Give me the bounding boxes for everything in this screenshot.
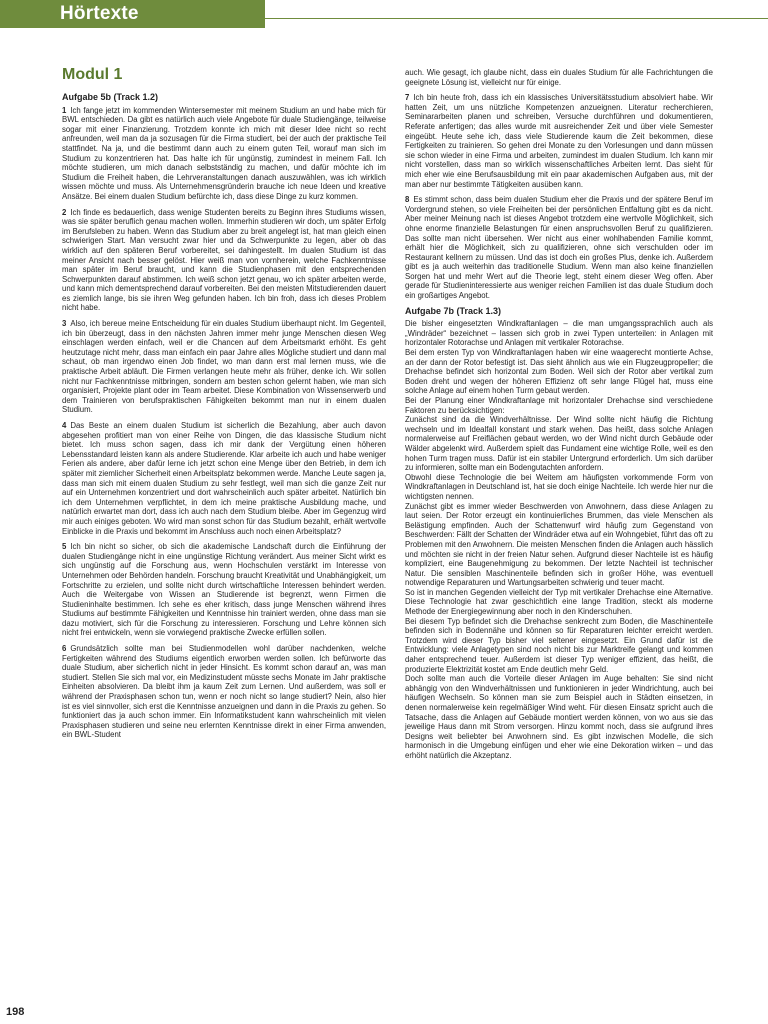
paragraph-number: 4: [62, 421, 67, 430]
paragraph: [62, 208, 386, 314]
paragraph-text: Es stimmt schon, dass beim dualen Studium eher die Praxis und der spätere Beruf im Vordergrund stehen, so viele Freiheiten bei der persönlichen Entfaltung gibt es da nicht. Aber meiner Meinung nach ist dieses Angebot trotzdem eine wertvolle Möglichkeit, sich ohne enorme finanzielle Belastungen für einen anspruchsvollen Beruf zu qualifizieren. Das sollte man nicht übersehen. Wer nicht aus einer wohlhabenden Familie kommt, erhält hier die Möglichkeit, sich zu qualifizieren, ohne sich verschulden oder im Restaurant kellnern zu müssen. Und das ist doch ein großes Plus, denke ich. Außerdem gibt es ja auch weiterhin das traditionelle Studium. Wenn man also keine finanziellen Sorgen hat und mehr Wert auf die Theorie legt, steht einem dieser Weg offen. Aber gerade für Studieninteressierte aus weniger reichen Familien ist das duale Studium doch ein großartiges Angebot.: [405, 195, 713, 301]
paragraph-text: Ich bin nicht so sicher, ob sich die akademische Landschaft durch die Einführung der dualen Studiengänge nicht in eine ungünstige Richtung verändert. Aus meiner Sicht wirkt es sich ungünstig auf die Forschung aus, wenn Hochschulen verstärkt im Interesse von Unternehmen oder Behörden handeln. Forschung braucht Kreativität und Unabhängigkeit, um Fortschritte zu erzielen, und sollte nicht durch wirtschaftliche Interessen behindert werden. Auch die Weitergabe von Wissen an Studierende ist begrenzt, wenn Firmen die Studieninhalte bestimmen. Ich sehe es eher kritisch, dass junge Menschen während ihres Studiums auf bestimmte Fähigkeiten und Kenntnisse hin trainiert werden, ohne dass man sie dazu motiviert, sich für die Forschung zu interessieren. Forschung und Lehre können sich nicht frei entwickeln, wenn sie vorwiegend praktische Zwecke erfüllen sollen.: [62, 542, 386, 638]
paragraph-text: Das Beste an einem dualen Studium ist sicherlich die Bezahlung, aber auch davon abgesehen profitiert man von einer Reihe von Dingen, die das klassische Studium nicht bietet. Ich muss schon sagen, dass ich mir dank der Vergütung einen höheren Lebensstandard leisten kann als andere Studierende. Klar arbeite ich auch und habe weniger Ferien als andere, aber dafür lerne ich jetzt schon eine Menge über den Betrieb, in dem ich später mit ziemlicher Sicherheit einen Arbeitsplatz bekommen werde. Manche Leute sagen ja, dass man sich mit einem dualen Studium zu sehr festlegt, weil man sich die ganze Zeit nur auf ein Unternehmen konzentriert und dort wahrscheinlich auch später arbeitet. Natürlich bin ich dem Unternehmen verpflichtet, in dem ich meine praktische Ausbildung mache, und natürlich erwartet man dort, dass ich auch nach dem Studium bleibe. Aber im Gegenzug wird mir auch einiges geboten. Wo wird man sonst schon für das Studium bezahlt, erhält wertvolle Einblicke in die Praxis und bekommt im Anschluss auch noch einen Arbeitsplatz?: [62, 421, 386, 536]
paragraph-text: Ich fange jetzt im kommenden Wintersemester mit meinem Studium an und habe mich für BWL entschieden. Da gibt es natürlich auch viele Angebote für duale Studiengänge, teilweise sogar mit einer Finanzierung. Trotzdem konnte ich mich mit dieser Idee nicht so recht anfreunden, weil man da ja sozusagen für die Firma studiert, bei der auch der praktische Teil stattfindet. Na ja, und die bestimmt dann auch zu einem guten Teil, worauf man sich im Studium zu konzentrieren hat. Das halte ich für ungünstig, zumindest in meinem Fall. Ich möchte studieren, um mich danach selbstständig zu machen, und dafür möchte ich im Studium die Freiheit haben, die Lehrveranstaltungen danach auszuwählen, was ich wirklich wissen möchte und muss. Als Unternehmensgründerin brauche ich neue Ideen und kreative Ansätze. Bei einem dualen Studium befürchte ich, dass diese Dinge zu kurz kommen.: [62, 105, 386, 201]
page-header-title: Hörtexte: [60, 3, 139, 24]
paragraph-number: 7: [405, 93, 410, 103]
transcript-paragraph: Doch sollte man auch die Vorteile dieser Anlagen im Auge behalten: Sie sind nicht abhängig von den Windverhältnissen und funktionieren in jeder Windrichtung, auch bei häufigen Wechseln. So können man sie zum Beispiel auch in Städten einsetzen, in denen normalerweise kein regelmäßiger Wind weht. Für diesen Einsatz spricht auch die Tatsache, dass die Anlagen auf Gebäude montiert werden können, von wo aus sie das jeweilige Haus dann mit Strom versorgen. Hinzu kommt noch, dass sie aufgrund ihres Designs weit beliebter bei Anwohnern sind. Es gibt inzwischen Modelle, die sich harmonisch in die Umgebung einfügen und eher wie eine Dekoration wirken – und das erhöht natürlich die Akzeptanz.: [405, 674, 713, 760]
paragraph-number: 5: [62, 542, 67, 552]
right-paragraphs: [405, 93, 713, 300]
track-transcript: [405, 319, 713, 760]
paragraph-text: Grundsätzlich sollte man bei Studienmodellen wohl darüber nachdenken, welche Fertigkeiten während des Studiums eigentlich erworben werden sollen. Ich befürworte das duale Studium, aber sicherlich nicht in jeder Hinsicht. Es kommt schon darauf an, was man studiert. Stellen Sie sich mal vor, ein Medizinstudent müsste sechs Monate im Jahr praktische Einheiten absolvieren. Da bleibt ihm ja kaum Zeit zum Lernen. Und außerdem, was soll er während der Praxisphasen schon tun, wenn er noch nicht so lange studiert? Nein, also hier ist es viel sinnvoller, sich erst die Kenntnisse anzueignen und dann in die Praxis zu gehen. So funktioniert das ja auch schon immer. Ein Informatikstudent kann wahrscheinlich mit vielen Praxisphasen studieren und seine neu erlernten Kenntnisse direkt in einer Firma anwenden, ein BWL-Student: [62, 644, 386, 740]
paragraph-text: Also, ich bereue meine Entscheidung für ein duales Studium überhaupt nicht. Im Gegenteil, ich bin überzeugt, dass in den nächsten Jahren immer mehr junge Menschen diesen Weg einschlagen werden einfach, weil er die Chancen auf dem Arbeitsmarkt erhöht. Es geht heutzutage nicht mehr, dass man einfach ein paar Jahre alles Mögliche studiert und dann mal schaut, ob man irgendwo einen Job findet, wo man dann erst mal lernen muss, wie die praktische Arbeit abläuft. Die Firmen verlangen heute mehr als früher, denke ich. Wir sollen nicht nur Fachkenntnisse mitbringen, sondern am besten schon gelernt haben, wie man sich organisiert, Projekte plant oder im Team arbeitet. Diese Kombination von Wissenserwerb und dem Trainieren von berufspraktischen Fähigkeiten bekommt man nur in einem dualen Studium.: [62, 319, 386, 415]
paragraph: [405, 195, 713, 301]
paragraph-number: 3: [62, 319, 67, 329]
transcript-paragraph: Bei diesem Typ befindet sich die Drehachse senkrecht zum Boden, die Maschinenteile befinden sich in Bodennähe und können so für Reparaturen leichter erreicht werden. Trotzdem wird dieser Typ bisher viel seltener eingesetzt. Ein Grund dafür ist die Entwicklung: viele Anlagetypen sind noch nicht bis zur Marktreife gelangt und kommen daher entsprechend teuer. Außerdem ist dieser Typ weniger effizient, das heißt, die produzierte Elektrizität kostet am Ende deutlich mehr Geld.: [405, 616, 713, 674]
paragraph-text: Ich bin heute froh, dass ich ein klassisches Universitätsstudium absolviert habe. Wir hatten Zeit, um uns nützliche Kompetenzen anzueignen. Literatur recherchieren, Seminararbeiten planen und schreiben, Versuche durchführen und dokumentieren, Referate anfertigen; das alles wurde mit ausreichender Zeit und über viele Semester eingeübt. Heute sehe ich, dass viele Studierende kaum die Zeit bekommen, diese Fertigkeiten zu trainieren. So gehen drei Monate zu den Vorlesungen und dann müssen sie schon wieder in eine Firma und arbeiten, zumindest im dualen Studium. Ich kann mir nicht vorstellen, dass man so wirklich wissenschaftliches Arbeiten lernt. Das sieht für mich eher wie eine Berufsausbildung mit ein paar akademischen Aufgaben aus, mit der man aber nur bestimmte Tätigkeiten ausüben kann.: [405, 93, 713, 189]
transcript-paragraph: So ist in manchen Gegenden vielleicht der Typ mit vertikaler Drehachse eine Alternative. Diese Technologie hat zwar geschichtlich eine lange Tradition, steckt als moderne Methode der Energiegewinnung aber noch in den Kinderschuhen.: [405, 587, 713, 617]
paragraph: [62, 542, 386, 638]
right-column: [405, 68, 713, 761]
transcript-paragraph: Die bisher eingesetzten Windkraftanlagen – die man umgangssprachlich auch als „Windräder“ bezeichnet – lassen sich grob in zwei Typen unterteilen: in Anlagen mit horizontaler Rotorachse und Anlagen mit vertikaler Rotorachse.: [405, 319, 713, 348]
paragraph: [62, 421, 386, 536]
left-paragraphs: [62, 106, 386, 740]
header-band: [0, 0, 265, 28]
header-rule: [265, 18, 768, 19]
paragraph-number: 8: [405, 195, 410, 205]
paragraph-number: 1: [62, 105, 67, 115]
paragraph: [62, 106, 386, 202]
paragraph-number: 2: [62, 207, 67, 217]
modul-title: Modul 1: [62, 66, 123, 83]
paragraph: [62, 644, 386, 740]
transcript-paragraph: Bei dem ersten Typ von Windkraftanlagen haben wir eine waagerecht montierte Achse, an der dann der Rotor befestigt ist. Das sieht ähnlich aus wie ein Flugzeugpropeller; die Drehachse befindet sich horizontal zum Boden. Weil sich der Rotor aber vertikal zum Boden dreht und wegen der höheren Effizienz oft sehr lange Flügel hat, muss eine solche Anlage auf einem hohen Turm gebaut werden.: [405, 348, 713, 396]
paragraph: [405, 93, 713, 189]
transcript-paragraph: Bei der Planung einer Windkraftanlage mit horizontaler Drehachse sind verschiedene Faktoren zu berücksichtigen:: [405, 396, 713, 415]
paragraph-text: Ich finde es bedauerlich, dass wenige Studenten bereits zu Beginn ihres Studiums wissen, was sie später beruflich genau machen wollen. Immerhin studieren wir doch, um später Erfolg im Berufsleben zu haben. Wenn das Studium aber zu breit angelegt ist, hat man gleich einen schwierigen Start. Man versucht zwar hier und da Schwerpunkte zu legen, aber ob das wirklich auf den späteren Beruf vorbereitet, sei dahingestellt. Im dualen Studium ist das meiner Ansicht nach besser gelöst. Hier weiß man von vornherein, welche Fachkenntnisse man später im Beruf braucht, und kann die Studienphasen mit den entsprechenden Schwerpunkten darauf abstimmen. Ich weiß schon jetzt genau, wo ich später arbeiten werde, und kann mich dementsprechend darauf vorbereiten. Bei den meisten Mitstudierenden dauert es ziemlich lange, bis sie ihren Weg gefunden haben. Ich bin froh, dass ich dieses Problem nicht habe.: [62, 207, 386, 313]
transcript-paragraph: Obwohl diese Technologie die bei Weitem am häufigsten vorkommende Form von Windkraftanlagen in Deutschland ist, hat sie doch einige Nachteile. Ich werde hier nur die wichtigsten nennen.: [405, 472, 713, 501]
left-column: [62, 93, 386, 746]
page-number: 198: [6, 1006, 25, 1018]
paragraph-number: 6: [62, 644, 67, 654]
transcript-paragraph: Zunächst sind da die Windverhältnisse. Der Wind sollte nicht häufig die Richtung wechseln und im Idealfall konstant und stark wehen. Das heißt, dass solche Anlagen normalerweise auf Freiflächen gebaut werden, wo der Wind nicht durch Gebäude oder Wälder abgelenkt wird. Außerdem spielt das Fundament eine wichtige Rolle, weil es den hohen Turm tragen muss. Dafür ist ein stabiler Untergrund erforderlich. Um sich darüber zu informieren, sollte man ein Bodengutachten anfordern.: [405, 415, 713, 473]
section-heading-2: Aufgabe 7b (Track 1.3): [405, 305, 502, 316]
continuation-text: auch. Wie gesagt, ich glaube nicht, dass ein duales Studium für alle Fachrichtungen die geeignete Lösung ist, vielleicht nur für einige.: [405, 68, 713, 87]
transcript-paragraph: Zunächst gibt es immer wieder Beschwerden von Anwohnern, dass diese Anlagen zu laut seien. Der Rotor erzeugt ein kontinuierliches Brummen, das viele Menschen als Belästigung empfinden. Auch der Schattenwurf wird häufig zum Gegenstand von Beschwerden: Fällt der Schatten der Windräder etwa auf ein Wohngebiet, führt das oft zu Problemen mit den Anwohnern. Die meisten Menschen finden die Anlagen auch hässlich und möchten sie nicht in der freien Natur sehen. Aufgrund dieser Nachteile ist es häufig kompliziert, eine Baugenehmigung zu bekommen. Der letzte Nachteil ist technischer Natur. Die sensiblen Maschinenteile befinden sich in großer Höhe, was eventuell notwendige Reparaturen und Wartungsarbeiten schwierig und teuer macht.: [405, 501, 714, 588]
section-heading: Aufgabe 5b (Track 1.2): [62, 92, 159, 102]
paragraph: [62, 319, 386, 415]
